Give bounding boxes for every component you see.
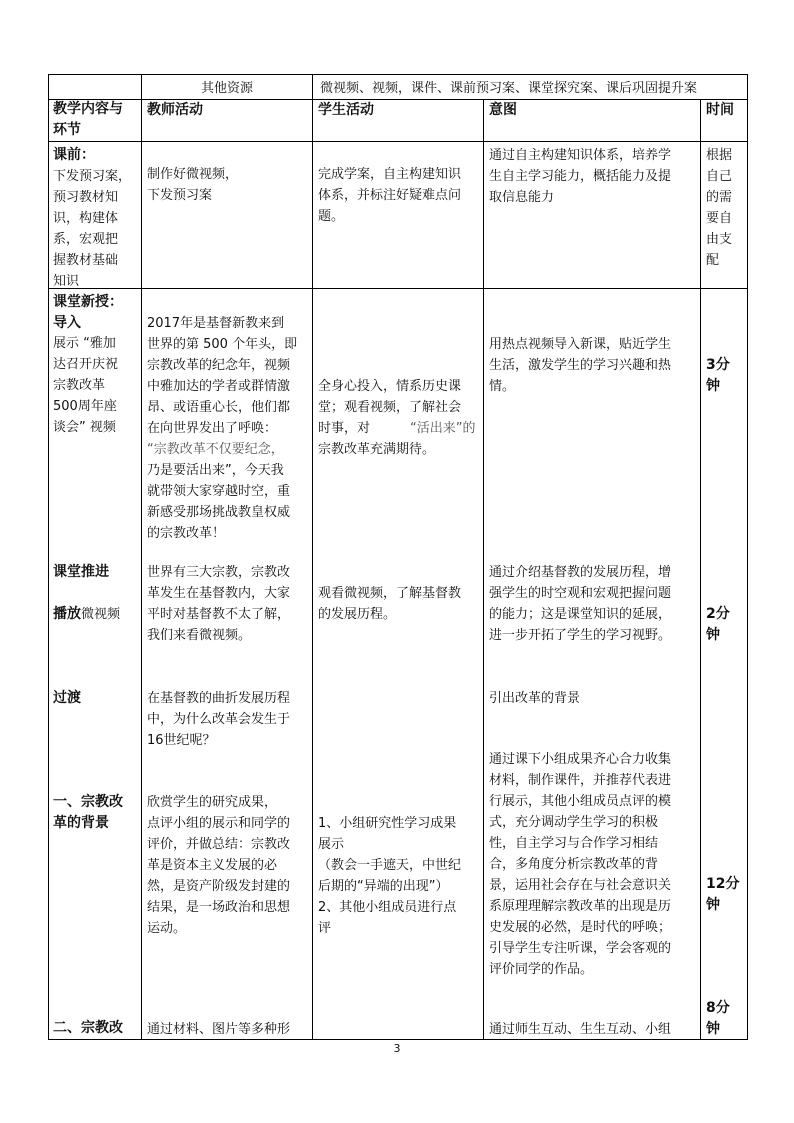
header-teacher-activity: 教师活动 (147, 102, 203, 118)
resources-value: 微视频、视频，课件、课前预习案、课堂探究案、课后巩固提升案 (320, 81, 698, 96)
header-intent: 意图 (489, 102, 517, 118)
intro-teacher-quote: “宗教改革不仅要纪念， (147, 442, 284, 457)
new-lesson-title: 课堂新授： (53, 294, 123, 310)
intro-teacher-text-1: 2017年是基督新教来到 世界的第 500 个年头，即 宗教改革的纪念年，视频 中雅加达的学者或群情激 昂、或语重心长，他们都 在向世界发出了呼唤： (147, 316, 298, 436)
transition-title: 过渡 (53, 690, 81, 706)
next-section-intent: 通过师生互动、生生互动、小组 (489, 1022, 672, 1037)
table-left-border (48, 74, 49, 1040)
background-time: 12分 钟 (706, 876, 740, 913)
transition-teacher: 在基督教的曲折发展历程 中，为什么改革会发生于 16世纪呢？ (147, 691, 291, 748)
table-top-border (48, 74, 747, 75)
intro-student-quote: “活出来”的 (410, 421, 476, 436)
table-col-line-4 (700, 99, 701, 1040)
pre-class-intent: 通过自主构建知识体系，培养学 生自主学习能力，概括能力及提 取信息能力 (489, 148, 672, 205)
advance-title: 课堂推进 (53, 564, 109, 580)
transition-intent: 引出改革的背景 (489, 691, 581, 706)
intro-content: 展示 “雅加 达召开庆祝 宗教改革 500周年座 谈会” 视频 (53, 336, 119, 435)
background-teacher: 欣赏学生的研究成果， 点评小组的展示和同学的 评价，并做总结：宗教改 革是资本主义发展的必 然，是资产阶级发封建的 结果，是一场政治和思想 运动。 (147, 795, 291, 936)
advance-teacher: 世界有三大宗教，宗教改 革发生在基督教内，大家 平时对基督教不太了解， 我们来看微视频。 (147, 565, 291, 643)
pre-class-title: 课前： (53, 147, 95, 163)
background-student: 1、小组研究性学习成果 展示 （教会一手遮天，中世纪 后期的“异端的出现”） 2、其他小组成员进行点 评 (318, 816, 462, 936)
pre-class-teacher: 制作好微视频， 下发预习案 (147, 167, 239, 203)
table-col-line-2 (312, 74, 313, 1040)
table-row-line-2 (48, 141, 747, 142)
intro-teacher-text-2: 乃是要活出来”，今天我 就带领大家穿越时空，重 新感受那场挑战教皇权威 的宗教改革！ (147, 463, 291, 541)
pre-class-student: 完成学案，自主构建知识 体系，并标注好疑难点问 题。 (318, 167, 462, 224)
header-student-activity: 学生活动 (318, 102, 374, 118)
background-intent: 通过课下小组成果齐心合力收集 材料，制作课件，并推荐代表进 行展示，其他小组成员点评的模 式，充分调动学生学习的积极 性，自主学习与合作学习相结 合，多角度分析宗教改革的背 景，运用社会存在与社会意识关 系原理理解宗教改革的出现是历 史发展的必然，是时代的呼唤； 引导学生专注听课，学会客观的 评价同学的作品。 (489, 752, 672, 977)
advance-student: 观看微视频，了解基督教 的发展历程。 (318, 586, 462, 622)
header-content-stage: 教学内容与 环节 (53, 101, 123, 138)
next-section-time: 8分 钟 (706, 1000, 730, 1037)
table-col-line-3 (483, 99, 484, 1040)
resources-label: 其他资源 (200, 81, 253, 96)
next-section-teacher: 通过材料、图片等多种形 (147, 1022, 291, 1037)
header-time: 时间 (706, 102, 734, 118)
table-row-line-3 (48, 288, 747, 289)
next-section-title: 二、宗教改 (53, 1020, 123, 1036)
intro-student-text-2: 宗教改革充满期待。 (318, 442, 436, 457)
intro-title: 导入 (53, 315, 81, 331)
page-number: 3 (393, 1042, 401, 1055)
advance-subtitle-bold: 播放 (53, 606, 81, 622)
advance-subtitle-rest: 微视频 (81, 607, 121, 622)
background-title: 一、宗教改 革的背景 (53, 794, 123, 831)
table-right-border (747, 74, 748, 1040)
intro-student-text-1: 全身心投入，情系历史课 堂；观看视频，了解社会 时事，对 (318, 379, 462, 436)
pre-class-time: 根据 自己 的需 要自 由支 配 (706, 148, 733, 268)
advance-intent: 通过介绍基督教的发展历程，增 强学生的时空观和宏观把握问题 的能力；这是课堂知识的延展， 进一步开拓了学生的学习视野。 (489, 565, 672, 643)
pre-class-content: 下发预习案， 预习教材知 识，构建体 系，宏观把 握教材基础 知识 (53, 169, 132, 289)
advance-subtitle (53, 583, 141, 625)
intro-time: 3分 钟 (706, 357, 730, 394)
intro-intent: 用热点视频导入新课，贴近学生 生活，激发学生的学习兴趣和热 情。 (489, 337, 672, 394)
table-col-line-1 (141, 74, 142, 1040)
advance-time: 2分 钟 (706, 606, 730, 643)
